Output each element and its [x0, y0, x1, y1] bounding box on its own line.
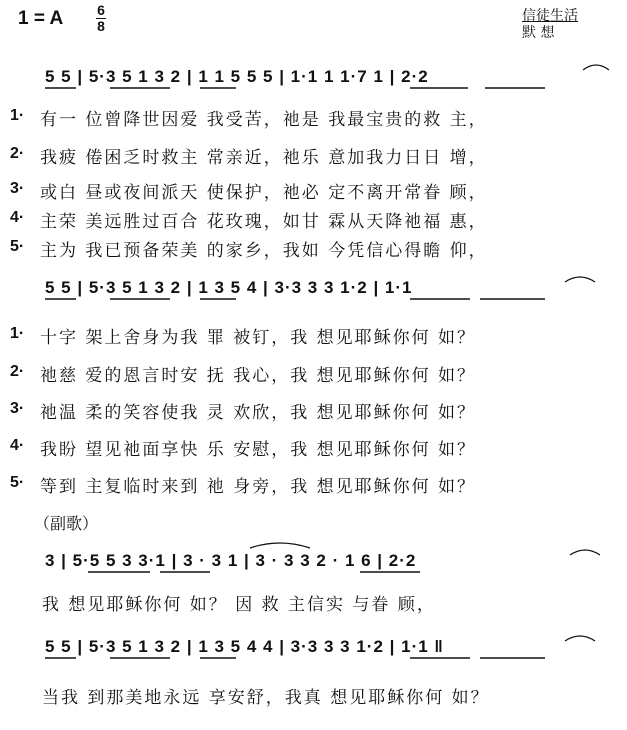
credit-line-1: 信徒生活: [522, 8, 578, 24]
verse-number: 4·: [10, 437, 25, 454]
chorus-notes-2: 5 5 | 5·3 5 1 3 2 | 1 3 5 4 4 | 3·3 3 3 1·2 | 1·1 ‖: [45, 637, 444, 656]
verse-lyrics: 祂慈 爱的恩言时安 抚 我心，我 想见耶稣你何 如？: [40, 366, 477, 386]
chorus-lyrics-2: 当我 到那美地永远 享安舒，我真 想见耶稣你何 如？: [42, 688, 490, 708]
verse-number: 3·: [10, 180, 25, 197]
chorus-notes-1: 3 | 5·5 5 3 3·1 | 3 · 3 1 | 3 · 3 3 2 · 1 6 | 2·2: [45, 551, 417, 570]
meter-bottom: 8: [97, 18, 105, 34]
system2-notes: 5 5 | 5·3 5 1 3 2 | 1 3 5 4 | 3·3 3 3 1·2 | 1·1: [45, 278, 413, 297]
verse-lyrics: 我盼 望见祂面享快 乐 安慰，我 想见耶稣你何 如？: [40, 440, 477, 460]
chorus-lyrics-1: 我 想见耶稣你何 如？ 因 救 主信实 与眷 顾，: [42, 595, 436, 615]
verse-number: 3·: [10, 400, 25, 417]
chorus-label: （副歌）: [34, 514, 99, 533]
verse-lyrics: 或白 昼或夜间派天 使保护，祂必 定不离开常眷 顾，: [40, 183, 488, 203]
verse-lyrics: 等到 主复临时来到 祂 身旁，我 想见耶稣你何 如？: [40, 477, 477, 497]
verse-number: 2·: [10, 145, 25, 162]
verse-lyrics: 主为 我已预备荣美 的家乡，我如 今凭信心得瞻 仰，: [40, 241, 488, 261]
verse-number: 1·: [10, 107, 25, 124]
verse-lyrics: 十字 架上舍身为我 罪 被钉，我 想见耶稣你何 如？: [40, 328, 477, 348]
verse-lyrics: 主荣 美远胜过百合 花玫瑰，如甘 霖从天降祂福 惠，: [40, 212, 488, 232]
beam-lines: [45, 88, 545, 658]
verse-lyrics: 有一 位曾降世因爱 我受苦，祂是 我最宝贵的救 主，: [40, 110, 488, 130]
verse-number: 5·: [10, 474, 25, 491]
verse-number: 2·: [10, 363, 25, 380]
key-signature: 1 = A: [18, 8, 64, 29]
verse-number: 5·: [10, 238, 25, 255]
meter-top: 6: [97, 2, 105, 18]
verse-lyrics: 我疲 倦困乏时救主 常亲近，祂乐 意加我力日日 增，: [40, 148, 488, 168]
verse-lyrics: 祂温 柔的笑容使我 灵 欢欣，我 想见耶稣你何 如？: [40, 403, 477, 423]
verse-number: 1·: [10, 325, 25, 342]
system1-notes: 5 5 | 5·3 5 1 3 2 | 1 1 5 5 5 | 1·1 1 1·7 1 | 2·2: [45, 67, 429, 86]
slur-arcs: [250, 65, 609, 641]
verse-number: 4·: [10, 209, 25, 226]
credit-line-2: 默 想: [522, 25, 555, 41]
